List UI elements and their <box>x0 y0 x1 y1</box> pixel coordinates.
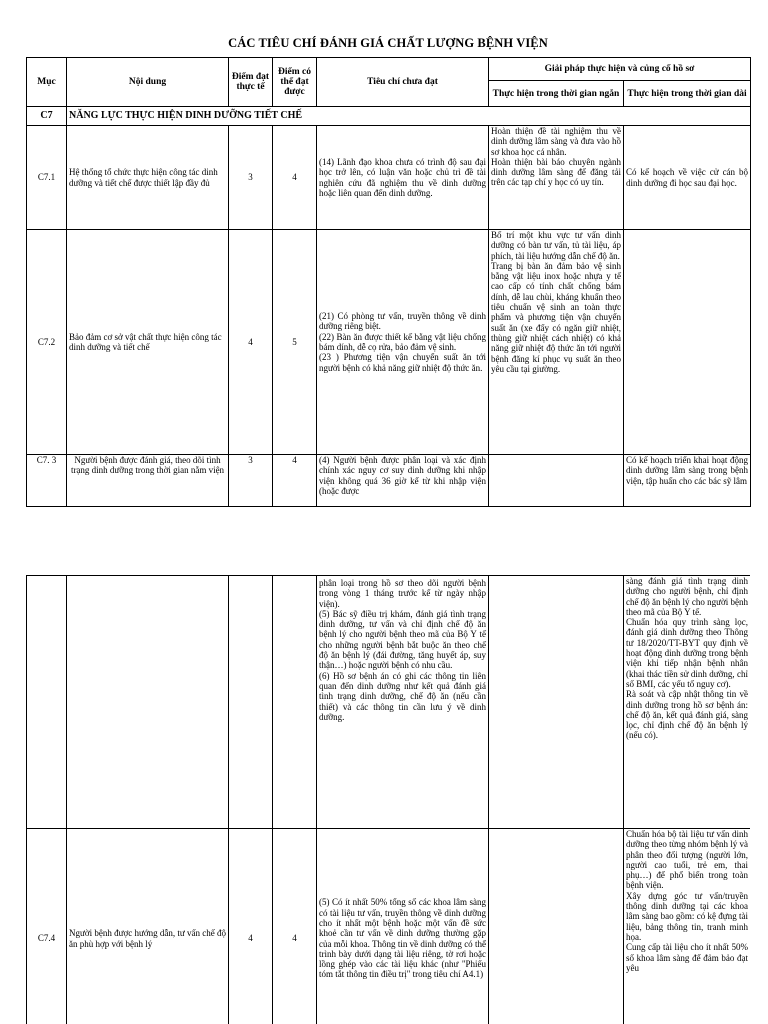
criteria-item: (4) Người bệnh được phân loại và xác định chính xác nguy cơ suy dinh dưỡng khi nhập viện không quá 36 giờ kể từ khi nhập viện (hoặc được <box>319 455 486 496</box>
header-dai-han: Thực hiện trong thời gian dài <box>624 81 751 107</box>
row-code: C7. 3 <box>27 455 67 507</box>
row-content: Người bệnh được đánh giá, theo dõi tình trạng dinh dưỡng trong thời gian nằm viện <box>67 455 229 507</box>
row-code: C7.1 <box>27 126 67 230</box>
criteria-item: (21) Có phòng tư vấn, truyền thông về dinh dưỡng riêng biệt. <box>319 311 486 332</box>
document-page-1 <box>26 0 750 540</box>
header-giai-phap: Giải pháp thực hiện và củng cố hồ sơ <box>489 58 751 81</box>
row-short-term <box>489 829 624 1024</box>
row-actual-score: 4 <box>229 230 273 455</box>
criteria-item: (23 ) Phương tiện vận chuyển suất ăn tới người bệnh có khả năng giữ nhiệt độ thức ăn. <box>319 352 486 373</box>
page-gap <box>0 540 768 575</box>
row-short-term <box>489 126 624 230</box>
row-possible-score: 4 <box>273 126 317 230</box>
long-term-item: Chuẩn hóa quy trình sàng lọc, đánh giá dinh dưỡng theo Thông tư 18/2020/TT-BYT quy định về hoạt động dinh dưỡng trong bệnh viện khi tiếp nhận bệnh nhân (khai thác tiền sử dinh dưỡng, chỉ số BMI, các yếu tố nguy cơ). <box>626 617 748 689</box>
section-code: C7 <box>27 107 67 126</box>
row-unmet-criteria <box>317 126 489 230</box>
row-long-term <box>624 829 751 1024</box>
header-tieu-chi: Tiêu chí chưa đạt <box>317 58 489 107</box>
table-row <box>27 829 751 1024</box>
row-unmet-criteria <box>317 230 489 455</box>
short-term-item: Trang bị bàn ăn đảm bảo vệ sinh bằng vật liệu inox hoặc nhựa y tế cao cấp có tính chất chống bám dính, dễ lau chùi, kháng khuẩn theo tiêu chuẩn vệ sinh an toàn thực phẩm và phương tiện vận chuyển suất ăn (xe đẩy có ngăn giữ nhiệt, thùng giữ nhiệt cách nhiệt) có khả năng giữ nhiệt độ thức ăn tới người bệnh đăng kí phục vụ suất ăn theo yêu cầu tại giường. <box>491 260 621 374</box>
row-long-term <box>624 126 751 230</box>
row-possible-score <box>273 576 317 829</box>
document-page-2 <box>26 575 750 1024</box>
long-term-item: Chuẩn hóa bộ tài liệu tư vấn dinh dưỡng theo từng nhóm bệnh lý và phân theo đối tượng (người lớn, người cao tuổi, trẻ em, thai phụ…) để phổ biến trong toàn bệnh viện. <box>626 829 749 891</box>
document-title: CÁC TIÊU CHÍ ĐÁNH GIÁ CHẤT LƯỢNG BỆNH VIỆN <box>228 36 548 50</box>
long-term-item: Rà soát và cập nhật thông tin về dinh dưỡng trong hồ sơ bệnh án: chế độ ăn, kết quả đánh giá, sàng lọc, chỉ định chế độ ăn bệnh lý (nếu có). <box>626 689 748 741</box>
criteria-item: (14) Lãnh đạo khoa chưa có trình độ sau đại học trở lên, có luận văn hoặc chủ trì đề tài nghiên cứu đã nghiệm thu về dinh dưỡng hoặc liên quan đến dinh dưỡng. <box>319 156 486 198</box>
row-long-term <box>624 576 751 829</box>
row-unmet-criteria <box>317 829 489 1024</box>
criteria-item: (22) Bàn ăn được thiết kế bằng vật liệu chống bám dính, dễ cọ rửa, bảo đảm vệ sinh. <box>319 331 486 352</box>
header-diem-co-the: Điểm có thể đạt được <box>273 58 317 107</box>
row-code <box>27 576 67 829</box>
row-short-term <box>489 576 624 829</box>
header-muc: Mục <box>27 58 67 107</box>
short-term-item: Hoàn thiện bài báo chuyên ngành dinh dưỡng lâm sàng để đăng tải trên các tạp chí y học có uy tín. <box>491 156 621 188</box>
header-noi-dung: Nội dung <box>67 58 229 107</box>
row-actual-score: 3 <box>229 455 273 507</box>
table-row <box>27 576 751 829</box>
row-long-term <box>624 230 751 455</box>
long-term-item: Có kế hoạch triển khai hoạt động dinh dưỡng lâm sàng trong bệnh viện, tập huấn cho các bác sỹ lâm <box>626 455 749 486</box>
long-term-item: Cung cấp tài liệu cho ít nhất 50% số khoa lâm sàng để đảm bảo đạt yêu <box>626 942 748 973</box>
criteria-item: phân loại trong hồ sơ theo dõi người bệnh trong vòng 1 tháng trước kể từ ngày nhập viện). <box>319 578 486 609</box>
row-actual-score: 4 <box>229 829 273 1024</box>
row-unmet-criteria <box>317 576 489 829</box>
long-term-item: Có kế hoạch về việc cử cán bộ dinh dưỡng đi học sau đại học. <box>626 167 749 188</box>
table-row <box>27 126 751 230</box>
row-possible-score: 5 <box>273 230 317 455</box>
row-code: C7.4 <box>27 829 67 1024</box>
criteria-item: (6) Hồ sơ bệnh án có ghi các thông tin liên quan đến dinh dưỡng như kết quả đánh giá tình trạng dinh dưỡng, chế độ ăn (nếu cần thiết) và các thông tin cần lưu ý về dinh dưỡng. <box>319 670 486 722</box>
row-possible-score: 4 <box>273 829 317 1024</box>
short-term-item: Bố trí một khu vực tư vấn dinh dưỡng có bàn tư vấn, tủ tài liệu, áp phích, tài liệu hướng dẫn chế độ ăn. <box>491 230 621 261</box>
criteria-table-continued <box>26 575 750 1024</box>
criteria-item: (5) Có ít nhất 50% tổng số các khoa lâm sàng có tài liệu tư vấn, truyền thông về dinh dưỡng cho ít nhất một bệnh hoặc một vấn đề sức khoẻ cần tư vấn về dinh dưỡng thường gặp của mỗi khoa. Thông tin về dinh dưỡng có thể trình bày dưới dạng tài liệu riêng, tờ rơi hoặc lồng ghép vào các tài liệu khác (như "Phiếu tóm tắt thông tin điều trị" trong tiêu chí A4.1) <box>319 897 486 980</box>
row-content: Hệ thống tổ chức thực hiện công tác dinh dưỡng và tiết chế được thiết lập đầy đủ <box>67 126 229 230</box>
row-content: Người bệnh được hướng dẫn, tư vấn chế độ ăn phù hợp với bệnh lý <box>67 829 229 1024</box>
row-unmet-criteria <box>317 455 489 507</box>
long-term-item: Xây dựng góc tư vấn/truyền thông dinh dưỡng tại các khoa lâm sàng bao gồm: có kệ đựng tài liệu, bảng thông tin, tranh minh họa. <box>626 890 748 942</box>
section-title: NĂNG LỰC THỰC HIỆN DINH DƯỠNG TIẾT CHẾ <box>67 107 751 126</box>
row-code: C7.2 <box>27 230 67 455</box>
header-diem-dat: Điểm đạt thực tế <box>229 58 273 107</box>
row-short-term <box>489 230 624 455</box>
header-ngan-han: Thực hiện trong thời gian ngắn <box>489 81 624 107</box>
row-content <box>67 576 229 829</box>
row-actual-score: 3 <box>229 126 273 230</box>
row-content: Bảo đảm cơ sở vật chất thực hiện công tác dinh dưỡng và tiết chế <box>67 230 229 455</box>
row-actual-score <box>229 576 273 829</box>
row-long-term <box>624 455 751 507</box>
long-term-item: sàng đánh giá tình trạng dinh dưỡng cho người bệnh, chỉ định chế độ ăn bệnh lý cho người bệnh theo mã của Bộ Y tế. <box>626 576 748 617</box>
table-row <box>27 455 751 507</box>
short-term-item: Hoàn thiện đề tài nghiệm thu về dinh dưỡng lâm sàng và đưa vào hồ sơ khoa học cá nhân. <box>491 126 621 157</box>
table-row <box>27 230 751 455</box>
row-short-term <box>489 455 624 507</box>
criteria-table <box>26 57 751 507</box>
criteria-item: (5) Bác sỹ điều trị khám, đánh giá tình trạng dinh dưỡng, tư vấn và chỉ định chế độ ăn bệnh lý cho người bệnh theo mã của Bộ Y tế cho những người bệnh bắt buộc ăn theo chế độ ăn bệnh lý (đái đường, tăng huyết áp, suy thận…) hoặc người bệnh có nhu cầu. <box>319 608 486 671</box>
row-possible-score: 4 <box>273 455 317 507</box>
